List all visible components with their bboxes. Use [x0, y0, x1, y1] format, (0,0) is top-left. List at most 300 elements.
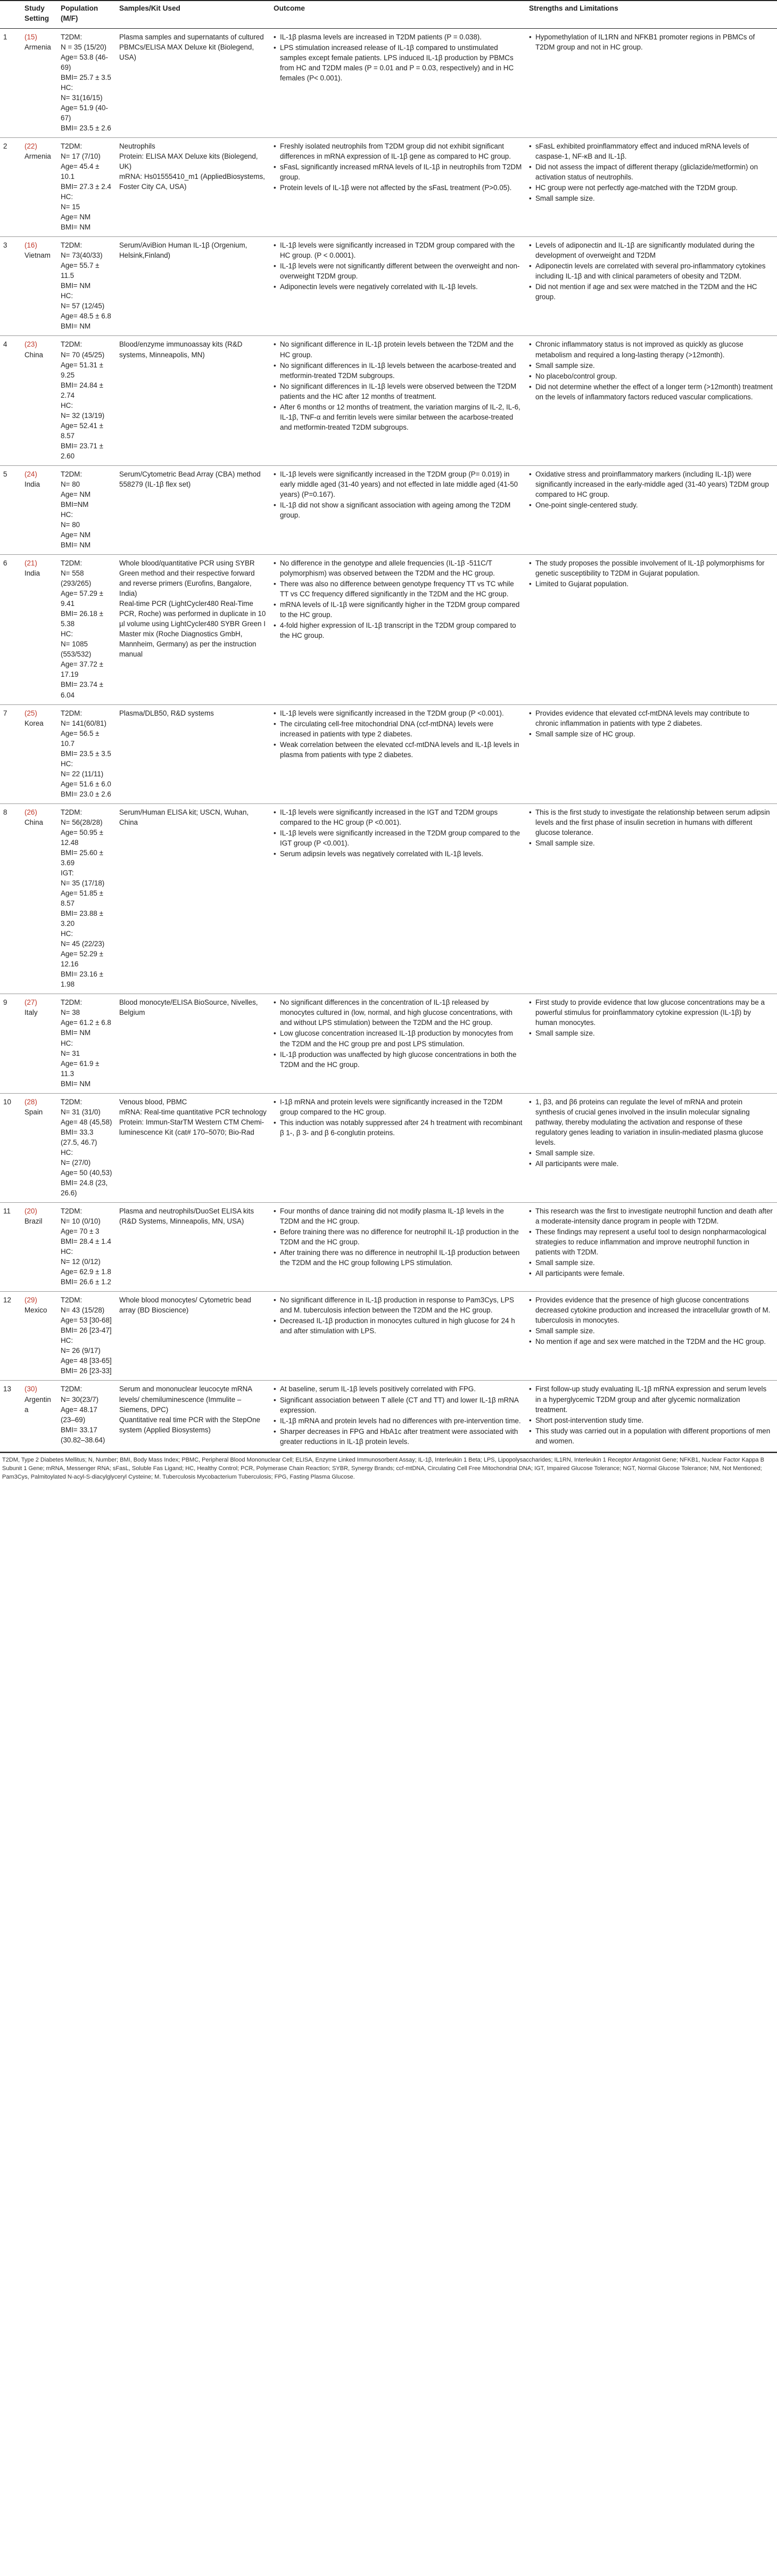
study-country: China: [24, 818, 43, 826]
outcome-bullet: • No difference in the genotype and allele frequencies (IL-1β -511C/T polymorphism) was observed between the T2DM and the HC group.: [274, 558, 523, 578]
population-cell: [57, 28, 116, 137]
population-line: BMI= 23.0 ± 2.6: [61, 790, 111, 798]
population-line: T2DM:: [61, 1097, 82, 1106]
outcome-bullet: • There was also no difference between genotype frequency TT vs TC while TT vs CC frequency differed significantly in the T2DM and the HC group.: [274, 579, 523, 599]
outcome-bullet: • After training there was no difference in neutrophil IL-1β production between the T2DM and the HC group following LPS stimulation.: [274, 1248, 523, 1268]
strengths-limitations-cell: [526, 704, 777, 803]
population-line: Age= 53 [30-68]: [61, 1316, 112, 1325]
outcome-bullet: • IL-1β did not show a significant association with ageing among the T2DM group.: [274, 500, 523, 520]
population-line: Age= 48.5 ± 6.8: [61, 312, 111, 321]
outcome-bullet: • Serum adipsin levels was negatively correlated with IL-1β levels.: [274, 849, 523, 859]
study-country: China: [24, 350, 43, 359]
reference-link[interactable]: (27): [24, 998, 37, 1007]
table-body: [0, 28, 777, 1451]
population-line: T2DM:: [61, 1385, 82, 1393]
kit-line: Serum/Human ELISA kit; USCN, Wuhan, China: [119, 808, 249, 826]
table-row: [0, 803, 777, 994]
outcome-bullet: • Freshly isolated neutrophils from T2DM group did not exhibit significant differences in mRNA expression of IL-1β gene as compared to HC group.: [274, 141, 523, 161]
outcome-bullet: • I-1β mRNA and protein levels were significantly increased in the T2DM group compared to the HC group.: [274, 1097, 523, 1117]
study-setting-cell: [21, 1292, 57, 1381]
outcome-bullet: • LPS stimulation increased release of IL-1β compared to unstimulated samples except female patients. LPS induced IL-1β production by PBMCs from HC and T2DM males (P = 0.01 and P = 0.03, respectively) and in HC females (P< 0.001).: [274, 43, 523, 83]
strengths-limitations-cell: [526, 1292, 777, 1381]
strength-limitation-bullet: • Oxidative stress and proinflammatory markers (including IL-1β) were significantly increased in the early-middle aged (31-40 years) T2DM group compared to HC group.: [529, 469, 774, 499]
strength-limitation-bullet: • Limited to Gujarat population.: [529, 579, 774, 589]
strength-limitation-bullet: • First study to provide evidence that low glucose concentrations may be a powerful stimulus for proinflammatory cytokine expression (IL-1β) by human monocytes.: [529, 997, 774, 1028]
population-line: BMI= 26.6 ± 1.2: [61, 1278, 111, 1286]
header-population: Population (M/F): [57, 1, 116, 28]
table-row: [0, 704, 777, 803]
strength-limitation-bullet: • sFasL exhibited proinflammatory effect and induced mRNA levels of caspase-1, NF-κB and IL-1β.: [529, 141, 774, 161]
population-cell: [57, 994, 116, 1093]
table-row: [0, 336, 777, 465]
header-samples-kit: Samples/Kit Used: [116, 1, 270, 28]
outcome-bullet: • No significant differences in the concentration of IL-1β released by monocytes cultured in (low, normal, and high glucose concentrations, with and without LPS stimulation) between the T2DM and the HC group.: [274, 997, 523, 1028]
study-country: Armenia: [24, 152, 51, 160]
kit-line: Serum/AviBion Human IL-1β (Orgenium, Helsink,Finland): [119, 241, 247, 260]
study-country: Argentina: [24, 1395, 51, 1414]
outcome-bullet: • After 6 months or 12 months of treatment, the variation margins of IL-2, IL-6, IL-1β, TNF-α and ferritin levels were similar between the acarbose-treated and metformin-treated T2DM subgroups.: [274, 402, 523, 432]
strength-limitation-bullet: • All participants were female.: [529, 1268, 774, 1278]
population-line: HC:: [61, 83, 73, 92]
reference-link[interactable]: (26): [24, 808, 37, 816]
reference-link[interactable]: (28): [24, 1097, 37, 1106]
population-line: N= 80: [61, 521, 80, 529]
strengths-limitations-cell: [526, 237, 777, 336]
strengths-limitations-cell: [526, 555, 777, 704]
population-line: HC:: [61, 930, 73, 938]
population-line: BMI= NM: [61, 322, 91, 331]
population-line: N= 141(60/81): [61, 719, 106, 727]
outcome-bullet: • IL-1β levels were significantly increased in T2DM group compared with the HC group. (P < 0.0001).: [274, 240, 523, 260]
population-line: N= 70 (45/25): [61, 350, 105, 359]
strength-limitation-bullet: • 1, β3, and β6 proteins can regulate the level of mRNA and protein synthesis of crucial genes involved in the insulin molecular signaling pathway, thereby modulating the activation and response of these regulatory genes leading to variation in insulin-mediated plasma glucose levels.: [529, 1097, 774, 1147]
population-line: Age= 70 ± 3: [61, 1227, 100, 1236]
population-line: BMI= 25.60 ± 3.69: [61, 848, 103, 867]
population-line: BMI= 25.7 ± 3.5: [61, 73, 111, 81]
kit-line: Plasma samples and supernatants of cultured PBMCs/ELISA MAX Deluxe kit (Biolegend, USA): [119, 32, 264, 61]
table-footnote: T2DM, Type 2 Diabetes Mellitus; N, Number; BMI, Body Mass Index; PBMC, Peripheral Blood Mononuclear Cell; ELISA, Enzyme Linked Immunosorbent Assay; IL-1β, Interleukin 1 Beta; LPS, Lipopolysaccharides; IL1RN, Interleukin 1 Receptor Antagonist Gene; NFKB1, Nuclear Factor Kappa B Subunit 1 Gene; mRNA, Messenger RNA; sFasL, Soluble Fas Ligand; HC, Healthy Control; PCR, Polymerase Chain Reaction; SYBR, Synergy Brands; ccf-mtDNA, Circulating Cell Free Mitochondrial DNA; IGT, Impaired Glucose Tolerance; NGT, Normal Glucose Tolerance; NM, Not Mentioned; Pam3Cys, Palmitoylated N-acyl-S-diacylglyceryl Cysteine; M. Tuberculosis Mycobacterium Tuberculosis; FPG, Fasting Plasma Glucose.: [0, 1452, 777, 1482]
row-number: 3: [0, 237, 21, 336]
population-line: BMI= 24.84 ± 2.74: [61, 381, 103, 399]
population-line: BMI= 33.17 (30.82–38.64): [61, 1425, 105, 1444]
population-line: Age= 37.72 ± 17.19: [61, 660, 103, 679]
strength-limitation-bullet: • This research was the first to investigate neutrophil function and death after a moderate-intensity dance program in people with T2DM.: [529, 1206, 774, 1226]
population-line: HC:: [61, 630, 73, 638]
row-number: 12: [0, 1292, 21, 1381]
strength-limitation-bullet: • Small sample size.: [529, 838, 774, 848]
outcome-bullet: • No significant difference in IL-1β production in response to Pam3Cys, LPS and M. tuberculosis infection between the T2DM and the HC group.: [274, 1295, 523, 1315]
population-line: T2DM:: [61, 142, 82, 150]
population-line: BMI= 26 [23-33]: [61, 1367, 112, 1375]
samples-kit-cell: [116, 803, 270, 994]
strengths-limitations-cell: [526, 137, 777, 236]
strength-limitation-bullet: • Small sample size.: [529, 1028, 774, 1038]
outcome-bullet: • IL-1β levels were significantly increased in the T2DM group compared to the IGT group (P <0.001).: [274, 828, 523, 848]
header-number: [0, 1, 21, 28]
strength-limitation-bullet: • Levels of adiponectin and IL-1β are significantly modulated during the development of overweight and T2DM: [529, 240, 774, 260]
study-country: Korea: [24, 719, 44, 727]
strength-limitation-bullet: • Did not mention if age and sex were matched in the T2DM and the HC group.: [529, 282, 774, 302]
samples-kit-cell: [116, 555, 270, 704]
outcome-cell: [270, 237, 526, 336]
row-number: 6: [0, 555, 21, 704]
population-line: Age= NM: [61, 213, 91, 221]
samples-kit-cell: [116, 465, 270, 554]
study-country: Armenia: [24, 43, 51, 51]
outcome-bullet: • IL-1β production was unaffected by high glucose concentrations in both the T2DM and the HC group.: [274, 1049, 523, 1070]
strength-limitation-bullet: • This is the first study to investigate the relationship between serum adipsin levels and the first phase of insulin secretion in humans with different glucose tolerance.: [529, 807, 774, 838]
strength-limitation-bullet: • The study proposes the possible involvement of IL-1β polymorphisms for genetic susceptibility to T2DM in Gujarat population.: [529, 558, 774, 578]
outcome-bullet: • Sharper decreases in FPG and HbA1c after treatment were associated with greater reductions in IL-1β protein levels.: [274, 1426, 523, 1447]
population-line: T2DM:: [61, 709, 82, 717]
reference-link[interactable]: (22): [24, 142, 37, 150]
population-line: N= 1085 (553/532): [61, 640, 92, 659]
study-setting-cell: [21, 465, 57, 554]
samples-kit-cell: [116, 1381, 270, 1451]
outcome-cell: [270, 137, 526, 236]
population-line: BMI= 26.18 ± 5.38: [61, 610, 103, 628]
population-line: N= 558 (293/265): [61, 569, 92, 588]
population-line: T2DM:: [61, 340, 82, 349]
population-cell: [57, 704, 116, 803]
strength-limitation-bullet: • Adiponectin levels are correlated with several pro-inflammatory cytokines including IL-1β and with clinical parameters of obesity and T2DM.: [529, 261, 774, 281]
outcome-bullet: • 4-fold higher expression of IL-1β transcript in the T2DM group compared to the HC group.: [274, 620, 523, 641]
population-line: N= 43 (15/28): [61, 1306, 105, 1315]
population-line: BMI= 24.8 (23, 26.6): [61, 1178, 108, 1197]
population-cell: [57, 237, 116, 336]
outcome-cell: [270, 803, 526, 994]
population-line: Age= NM: [61, 490, 91, 498]
population-line: BMI= NM: [61, 1029, 91, 1037]
study-setting-cell: [21, 1093, 57, 1202]
population-line: N= 15: [61, 203, 80, 211]
population-line: Age= 48.17 (23–69): [61, 1405, 97, 1424]
table-header: [0, 1, 777, 28]
outcome-bullet: • Decreased IL-1β production in monocytes cultured in high glucose for 24 h and after stimulation with LPS.: [274, 1316, 523, 1336]
table-row: [0, 1093, 777, 1202]
population-line: HC:: [61, 510, 73, 519]
outcome-cell: [270, 336, 526, 465]
strength-limitation-bullet: • Did not assess the impact of different therapy (gliclazide/metformin) on activation status of neutrophils.: [529, 162, 774, 182]
strength-limitation-bullet: • No mention if age and sex were matched in the T2DM and the HC group.: [529, 1336, 774, 1347]
strengths-limitations-cell: [526, 28, 777, 137]
study-setting-cell: [21, 1202, 57, 1291]
population-line: T2DM:: [61, 1207, 82, 1215]
population-line: Age= 51.6 ± 6.0: [61, 780, 111, 788]
strengths-limitations-cell: [526, 1093, 777, 1202]
reference-link[interactable]: (24): [24, 470, 37, 478]
table-row: [0, 1202, 777, 1291]
row-number: 8: [0, 803, 21, 994]
strengths-limitations-cell: [526, 465, 777, 554]
row-number: 5: [0, 465, 21, 554]
population-line: Age= 62.9 ± 1.8: [61, 1268, 111, 1276]
strengths-limitations-cell: [526, 336, 777, 465]
population-line: Age= 61.2 ± 6.8: [61, 1019, 111, 1027]
outcome-cell: [270, 1093, 526, 1202]
row-number: 10: [0, 1093, 21, 1202]
population-line: Age= 51.9 (40-67): [61, 103, 108, 122]
strength-limitation-bullet: • Small sample size.: [529, 1326, 774, 1336]
strengths-limitations-cell: [526, 994, 777, 1093]
strength-limitation-bullet: • Provides evidence that the presence of high glucose concentrations decreased cytokine production and increased the intracellular growth of M. tuberculosis in monocytes.: [529, 1295, 774, 1325]
population-cell: [57, 1381, 116, 1451]
population-cell: [57, 137, 116, 236]
strength-limitation-bullet: • HC group were not perfectly age-matched with the T2DM group.: [529, 183, 774, 193]
population-line: Age= NM: [61, 531, 91, 539]
study-setting-cell: [21, 28, 57, 137]
study-country: India: [24, 480, 40, 488]
population-line: N= 31 (31/0): [61, 1107, 101, 1116]
population-line: HC:: [61, 292, 73, 300]
outcome-bullet: • IL-1β levels were not significantly different between the overweight and non-overweight T2DM group.: [274, 261, 523, 281]
reference-link[interactable]: (21): [24, 559, 37, 568]
population-line: N= 10 (0/10): [61, 1217, 101, 1225]
population-line: N= 35 (17/18): [61, 879, 105, 888]
outcome-bullet: • IL-1β levels were significantly increased in the T2DM group (P= 0.019) in early middle aged (31-40 years) and not effected in late middle aged (41-50 years) (P=0.167).: [274, 469, 523, 499]
outcome-bullet: • mRNA levels of IL-1β were significantly higher in the T2DM group compared to the HC group.: [274, 600, 523, 620]
header-outcome: Outcome: [270, 1, 526, 28]
study-setting-cell: [21, 137, 57, 236]
population-line: IGT:: [61, 869, 74, 877]
outcome-bullet: • Significant association between T allele (CT and TT) and lower IL-1β mRNA expression.: [274, 1395, 523, 1415]
strength-limitation-bullet: • Small sample size.: [529, 1258, 774, 1268]
population-line: N= 45 (22/23): [61, 940, 105, 948]
samples-kit-cell: [116, 237, 270, 336]
kit-line: Plasma/DLB50, R&D systems: [119, 709, 214, 717]
kit-line: Whole blood/quantitative PCR using SYBR Green method and their respective forward and reverse primers (Eurofins, Bangalore, India): [119, 559, 255, 598]
table-row: [0, 465, 777, 554]
population-line: BMI= 23.88 ± 3.20: [61, 909, 103, 928]
population-line: N= 31(16/15): [61, 93, 103, 102]
population-line: BMI= NM: [61, 223, 91, 232]
population-line: Age= 52.41 ± 8.57: [61, 421, 103, 440]
kit-line: mRNA: Hs01555410_m1 (AppliedBiosystems, Foster City CA, USA): [119, 173, 265, 191]
outcome-bullet: • The circulating cell-free mitochondrial DNA (ccf-mtDNA) levels were increased in patients with type 2 diabetes.: [274, 719, 523, 739]
kit-line: 558279 (IL-1β flex set): [119, 480, 191, 488]
table-row: [0, 28, 777, 137]
strength-limitation-bullet: • This study was carried out in a population with different proportions of men and women.: [529, 1426, 774, 1446]
population-line: N= 32 (13/19): [61, 411, 105, 420]
population-line: T2DM:: [61, 1296, 82, 1305]
population-line: N= 56(28/28): [61, 818, 103, 826]
population-line: T2DM:: [61, 470, 82, 478]
population-line: Age= 50.95 ± 12.48: [61, 828, 103, 847]
strength-limitation-bullet: • No placebo/control group.: [529, 371, 774, 381]
population-cell: [57, 555, 116, 704]
population-line: N= 17 (7/10): [61, 152, 101, 160]
row-number: 1: [0, 28, 21, 137]
study-country: Vietnam: [24, 251, 51, 260]
samples-kit-cell: [116, 28, 270, 137]
kit-line: Whole blood monocytes/ Cytometric bead array (BD Bioscience): [119, 1296, 251, 1315]
population-line: BMI= 23.5 ± 3.5: [61, 749, 111, 758]
outcome-cell: [270, 1381, 526, 1451]
outcome-bullet: • sFasL significantly increased mRNA levels of IL-1β in neutrophils from T2DM group.: [274, 162, 523, 182]
outcome-bullet: • At baseline, serum IL-1β levels positively correlated with FPG.: [274, 1384, 523, 1394]
table-row: [0, 555, 777, 704]
outcome-cell: [270, 555, 526, 704]
population-line: N= (27/0): [61, 1158, 91, 1167]
kit-line: Protein: ELISA MAX Deluxe kits (Biolegend, UK): [119, 152, 258, 170]
population-line: N= 30(23/7): [61, 1395, 99, 1404]
population-line: Age= 48 (45,58): [61, 1118, 112, 1126]
outcome-bullet: • Protein levels of IL-1β were not affected by the sFasL treatment (P>0.05).: [274, 183, 523, 193]
study-setting-cell: [21, 1381, 57, 1451]
population-line: BMI= NM: [61, 541, 91, 549]
strength-limitation-bullet: • Small sample size.: [529, 1148, 774, 1158]
study-setting-cell: [21, 555, 57, 704]
population-line: Age= 57.29 ± 9.41: [61, 589, 103, 608]
strength-limitation-bullet: • Provides evidence that elevated ccf-mtDNA levels may contribute to chronic inflammation in patients with type 2 diabetes.: [529, 708, 774, 728]
population-line: BMI= NM: [61, 282, 91, 290]
strength-limitation-bullet: • Short post-intervention study time.: [529, 1415, 774, 1425]
study-setting-cell: [21, 704, 57, 803]
outcome-bullet: • IL-1β mRNA and protein levels had no differences with pre-intervention time.: [274, 1416, 523, 1426]
population-line: HC:: [61, 1039, 73, 1047]
population-line: Age= 45.4 ± 10.1: [61, 162, 100, 181]
samples-kit-cell: [116, 1292, 270, 1381]
population-line: N = 35 (15/20): [61, 43, 106, 51]
population-line: N= 26 (9/17): [61, 1347, 101, 1355]
population-line: N= 57 (12/45): [61, 302, 105, 310]
strength-limitation-bullet: • First follow-up study evaluating IL-1β mRNA expression and serum levels in a hyperglycemic T2DM group and after glycemic normalization treatment.: [529, 1384, 774, 1414]
population-line: BMI= 26 [23-47]: [61, 1326, 112, 1335]
kit-line: Quantitative real time PCR with the StepOne system (Applied Biosystems): [119, 1415, 260, 1434]
population-line: T2DM:: [61, 241, 82, 250]
kit-line: Blood monocyte/ELISA BioSource, Nivelles, Belgium: [119, 998, 258, 1017]
outcome-bullet: • Before training there was no difference for neutrophil IL-1β production in the T2DM and the HC group.: [274, 1227, 523, 1247]
samples-kit-cell: [116, 704, 270, 803]
strength-limitation-bullet: • Hypomethylation of IL1RN and NFKB1 promoter regions in PBMCs of T2DM group and not in HC group.: [529, 32, 774, 52]
strength-limitation-bullet: • Small sample size of HC group.: [529, 729, 774, 739]
reference-link[interactable]: (15): [24, 32, 37, 41]
strength-limitation-bullet: • Small sample size.: [529, 193, 774, 203]
population-line: HC:: [61, 759, 73, 768]
population-line: Age= 53.8 (46-69): [61, 53, 108, 71]
population-line: BMI= 33.3 (27.5, 46.7): [61, 1128, 97, 1146]
kit-line: Blood/enzyme immunoassay kits (R&D systems, Minneapolis, MN): [119, 340, 243, 359]
population-line: Age= 48 [33-65]: [61, 1357, 112, 1365]
samples-kit-cell: [116, 137, 270, 236]
population-line: Age= 52.29 ± 12.16: [61, 950, 103, 969]
strength-limitation-bullet: • These findings may represent a useful tool to design nonpharmacological strategies to reduce inflammation and improve neutrophil function in patients with T2DM.: [529, 1227, 774, 1257]
outcome-bullet: • No significant difference in IL-1β protein levels between the T2DM and the HC group.: [274, 339, 523, 359]
strengths-limitations-cell: [526, 1202, 777, 1291]
population-line: T2DM:: [61, 808, 82, 816]
kit-line: Venous blood, PBMC: [119, 1097, 187, 1106]
population-line: Age= 50 (40,53): [61, 1168, 112, 1177]
table-row: [0, 1292, 777, 1381]
population-line: BMI= 27.3 ± 2.4: [61, 183, 111, 191]
population-cell: [57, 465, 116, 554]
reference-link[interactable]: (30): [24, 1385, 37, 1393]
population-line: BMI=NM: [61, 500, 89, 508]
population-cell: [57, 1292, 116, 1381]
population-line: T2DM:: [61, 559, 82, 568]
header-study-setting: Study Setting: [21, 1, 57, 28]
outcome-cell: [270, 1292, 526, 1381]
strength-limitation-bullet: • Small sample size.: [529, 360, 774, 371]
samples-kit-cell: [116, 994, 270, 1093]
population-line: N= 22 (11/11): [61, 769, 104, 778]
outcome-cell: [270, 465, 526, 554]
population-line: HC:: [61, 401, 73, 409]
population-line: BMI= 23.74 ± 6.04: [61, 680, 103, 699]
study-country: Italy: [24, 1008, 38, 1017]
kit-line: Serum and mononuclear leucocyte mRNA levels/ chemiluminescence (Immulite – Siemens, DPC): [119, 1385, 252, 1414]
population-line: HC:: [61, 1148, 73, 1156]
strengths-limitations-cell: [526, 1381, 777, 1451]
population-cell: [57, 1202, 116, 1291]
outcome-cell: [270, 994, 526, 1093]
strength-limitation-bullet: • One-point single-centered study.: [529, 500, 774, 510]
population-cell: [57, 1093, 116, 1202]
population-line: HC:: [61, 193, 73, 201]
strengths-limitations-cell: [526, 803, 777, 994]
population-line: BMI= 23.71 ± 2.60: [61, 441, 103, 460]
samples-kit-cell: [116, 1093, 270, 1202]
outcome-bullet: • IL-1β levels were significantly increased in the T2DM group (P <0.001).: [274, 708, 523, 718]
study-country: Mexico: [24, 1306, 47, 1315]
outcome-cell: [270, 28, 526, 137]
table-row: [0, 237, 777, 336]
study-setting-cell: [21, 336, 57, 465]
outcome-cell: [270, 704, 526, 803]
population-line: BMI= 28.4 ± 1.4: [61, 1237, 111, 1246]
study-country: Spain: [24, 1107, 43, 1116]
samples-kit-cell: [116, 336, 270, 465]
kit-line: Protein: Immun-StarTM Western CTM Chemi- luminescence Kit (cat# 170–5070; Bio-Rad: [119, 1118, 264, 1136]
outcome-bullet: • No significant differences in IL-1β levels between the acarbose-treated and metformin-treated T2DM subgroups.: [274, 360, 523, 381]
reference-link[interactable]: (16): [24, 241, 37, 250]
population-line: HC:: [61, 1336, 73, 1345]
row-number: 11: [0, 1202, 21, 1291]
kit-line: mRNA: Real-time quantitative PCR technology: [119, 1107, 267, 1116]
study-setting-cell: [21, 994, 57, 1093]
outcome-bullet: • Adiponectin levels were negatively correlated with IL-1β levels.: [274, 282, 523, 292]
kit-line: Real-time PCR (LightCycler480 Real-Time PCR, Roche) was performed in duplicate in 10 µl volume using LightCycler480 SYBR Green I Master mix (Roche Diagnostics GmbH, Mannheim, Germany) as per the instruction manual: [119, 600, 266, 659]
outcome-cell: [270, 1202, 526, 1291]
population-line: BMI= 23.5 ± 2.6: [61, 124, 111, 132]
study-country: Brazil: [24, 1217, 43, 1225]
outcome-bullet: • Weak correlation between the elevated ccf-mtDNA levels and IL-1β levels in plasma from patients with type 2 diabetes.: [274, 740, 523, 760]
reference-link[interactable]: (23): [24, 340, 37, 349]
outcome-bullet: • Low glucose concentration increased IL-1β production by monocytes from the T2DM and the HC group pre and post LPS stimulation.: [274, 1028, 523, 1048]
header-strengths-limitations: Strengths and Limitations: [526, 1, 777, 28]
outcome-bullet: • IL-1β plasma levels are increased in T2DM patients (P = 0.038).: [274, 32, 523, 42]
outcome-bullet: • This induction was notably suppressed after 24 h treatment with recombinant β 1-, β 3- and β 6-conglutin proteins.: [274, 1118, 523, 1138]
reference-link[interactable]: (25): [24, 709, 37, 717]
reference-link[interactable]: (20): [24, 1207, 37, 1215]
table-row: [0, 1381, 777, 1451]
population-line: Age= 55.7 ± 11.5: [61, 261, 100, 280]
population-line: Age= 51.31 ± 9.25: [61, 360, 103, 379]
study-setting-cell: [21, 237, 57, 336]
row-number: 4: [0, 336, 21, 465]
samples-kit-cell: [116, 1202, 270, 1291]
population-line: Age= 56.5 ± 10.7: [61, 729, 100, 748]
reference-link[interactable]: (29): [24, 1296, 37, 1305]
table-row: [0, 994, 777, 1093]
population-line: N= 73(40/33): [61, 251, 103, 260]
study-country: India: [24, 569, 40, 578]
kit-line: Plasma and neutrophils/DuoSet ELISA kits (R&D Systems, Minneapolis, MN, USA): [119, 1207, 254, 1225]
outcome-bullet: • IL-1β levels were significantly increased in the IGT and T2DM groups compared to the HC group (P <0.001).: [274, 807, 523, 827]
row-number: 9: [0, 994, 21, 1093]
outcome-bullet: • Four months of dance training did not modify plasma IL-1β levels in the T2DM and the HC group.: [274, 1206, 523, 1226]
kit-line: Serum/Cytometric Bead Array (CBA) method: [119, 470, 261, 478]
